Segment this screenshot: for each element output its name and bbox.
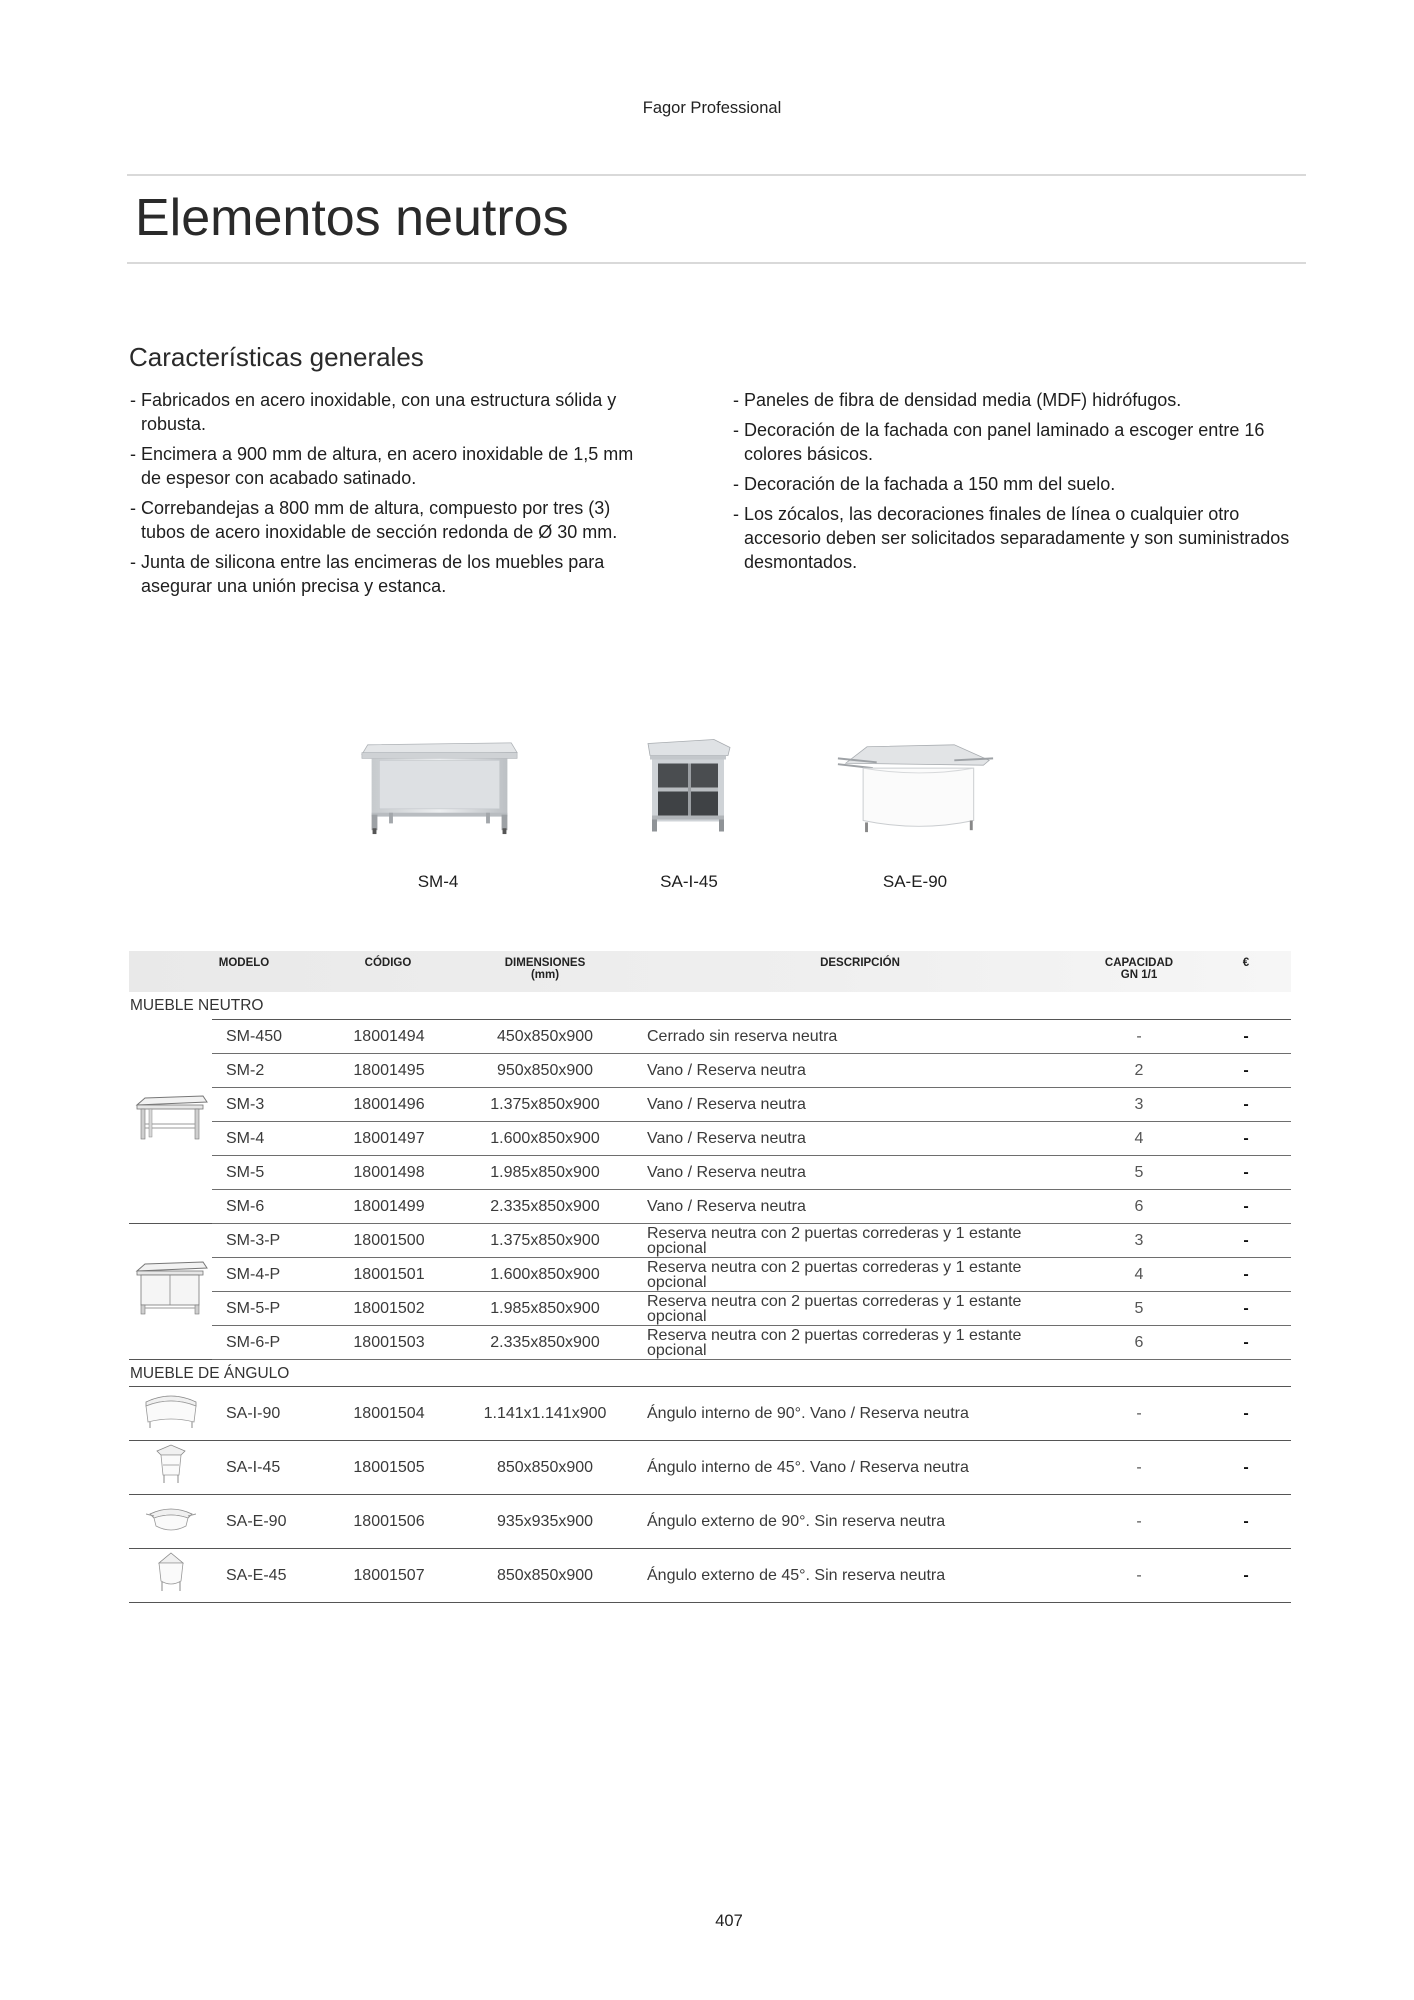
cell-code-text: 18001494	[353, 1028, 425, 1045]
cell-price-text: -	[1243, 1300, 1249, 1317]
cell-price-text: -	[1243, 1266, 1249, 1283]
cell-code-text: 18001501	[353, 1266, 425, 1283]
cell-capacity	[1089, 1054, 1189, 1087]
cell-capacity	[1089, 1387, 1189, 1440]
cell-description	[647, 1549, 1047, 1602]
cell-code	[329, 1088, 449, 1121]
cell-code-text: 18001506	[353, 1513, 425, 1530]
cell-dimensions	[475, 1387, 615, 1440]
row-thumbnail	[129, 1387, 212, 1440]
cell-price-text: -	[1243, 1062, 1249, 1079]
cell-code	[329, 1441, 449, 1494]
cell-model	[212, 1495, 322, 1548]
product-label-sm-4: SM-4	[417, 872, 459, 891]
cell-model-text: SA-E-45	[226, 1567, 287, 1584]
cell-dimensions	[475, 1190, 615, 1223]
table-row	[212, 1054, 1291, 1088]
cell-description-text: Vano / Reserva neutra	[647, 1198, 806, 1215]
cell-code	[329, 1156, 449, 1189]
cell-price	[1221, 1495, 1271, 1548]
features-list-left	[130, 388, 641, 604]
group-label: MUEBLE DE ÁNGULO	[129, 1360, 1291, 1387]
cell-capacity-text: 3	[1134, 1232, 1144, 1249]
cell-price	[1221, 1122, 1271, 1155]
cell-capacity-text: 5	[1134, 1300, 1144, 1317]
cell-code	[329, 1190, 449, 1223]
cell-model	[212, 1224, 322, 1257]
cell-code	[329, 1224, 449, 1257]
cell-model	[212, 1190, 322, 1223]
table-row	[212, 1190, 1291, 1224]
cell-price	[1221, 1088, 1271, 1121]
cell-price	[1221, 1258, 1271, 1291]
cell-model	[212, 1088, 322, 1121]
cell-price-text: -	[1243, 1096, 1249, 1113]
open-neutral-cabinet-photo	[361, 739, 518, 841]
header-dimensions-unit: (mm)	[530, 969, 560, 981]
cell-model-text: SM-5-P	[226, 1300, 281, 1317]
cell-price-text: -	[1243, 1130, 1249, 1147]
cell-dimensions-text: 850x850x900	[496, 1459, 594, 1476]
cell-model-text: SA-E-90	[226, 1513, 287, 1530]
cell-description-text: Reserva neutra con 2 puertas correderas y 1 estante opcional	[647, 1224, 1022, 1257]
feature-item	[130, 388, 641, 436]
table-subgroup	[129, 1019, 1291, 1224]
cell-code	[329, 1054, 449, 1087]
product-label-sa-i-45: SA-I-45	[660, 872, 718, 891]
cell-code-text: 18001500	[353, 1232, 425, 1249]
table-row	[129, 1549, 1291, 1603]
cell-capacity	[1089, 1326, 1189, 1359]
feature-item	[733, 418, 1309, 466]
cell-description	[647, 1441, 1047, 1494]
cell-code	[329, 1292, 449, 1325]
cell-description	[647, 1387, 1047, 1440]
product-table	[129, 951, 1291, 1603]
cell-dimensions-text: 1.985x850x900	[490, 1164, 600, 1181]
cell-description-text: Vano / Reserva neutra	[647, 1130, 806, 1147]
feature-text: Decoración de la fachada con panel laminado a escoger entre 16 colores básicos.	[744, 420, 1265, 464]
cell-price	[1221, 1441, 1271, 1494]
feature-item	[733, 388, 1309, 412]
cell-price-text: -	[1243, 1459, 1249, 1476]
cell-model	[212, 1292, 322, 1325]
cell-dimensions-text: 1.375x850x900	[490, 1232, 600, 1249]
table-row	[129, 1387, 1291, 1441]
page-number: 407	[715, 1912, 743, 1930]
cell-price	[1221, 1054, 1271, 1087]
cell-description-text: Vano / Reserva neutra	[647, 1164, 806, 1181]
table-row	[212, 1326, 1291, 1360]
bullet-marker: -	[130, 390, 136, 410]
cell-capacity	[1089, 1190, 1189, 1223]
cell-price-text: -	[1243, 1232, 1249, 1249]
header-dimensions	[475, 957, 615, 981]
cell-dimensions	[475, 1054, 615, 1087]
cell-capacity	[1089, 1495, 1189, 1548]
cell-price-text: -	[1243, 1405, 1249, 1422]
cell-price	[1221, 1292, 1271, 1325]
cell-price	[1221, 1156, 1271, 1189]
cell-dimensions-text: 1.375x850x900	[490, 1096, 600, 1113]
cell-model	[212, 1156, 322, 1189]
feature-item	[130, 496, 641, 544]
bullet-marker: -	[733, 420, 739, 440]
cell-code-text: 18001497	[353, 1130, 425, 1147]
brand-header: Fagor Professional	[642, 99, 782, 117]
cell-price	[1221, 1190, 1271, 1223]
cell-dimensions-text: 1.985x850x900	[490, 1300, 600, 1317]
external-corner-unit-photo	[835, 739, 996, 841]
external-corner-unit-image	[835, 739, 996, 836]
cell-capacity	[1089, 1258, 1189, 1291]
features-list-right	[733, 388, 1309, 580]
cell-dimensions-text: 935x935x900	[496, 1513, 594, 1530]
cell-price-text: -	[1243, 1164, 1249, 1181]
feature-item	[130, 550, 641, 598]
cell-model	[212, 1387, 322, 1440]
table-header	[129, 951, 1291, 992]
cell-description	[647, 1258, 1047, 1291]
cell-dimensions-text: 1.141x1.141x900	[483, 1405, 607, 1422]
table-body	[129, 992, 1291, 1603]
cell-model	[212, 1549, 322, 1602]
cell-description-text: Reserva neutra con 2 puertas correderas y 1 estante opcional	[647, 1326, 1022, 1359]
cell-dimensions	[475, 1224, 615, 1257]
row-thumbnail	[129, 1549, 212, 1602]
cell-dimensions-text: 2.335x850x900	[490, 1334, 600, 1351]
bullet-marker: -	[130, 552, 136, 572]
cell-price	[1221, 1387, 1271, 1440]
table-row	[212, 1122, 1291, 1156]
cell-model	[212, 1441, 322, 1494]
header-price: €	[1242, 957, 1250, 969]
cell-model-text: SM-6-P	[226, 1334, 281, 1351]
feature-text: Los zócalos, las decoraciones finales de línea o cualquier otro accesorio deben ser solicitados separadamente y son suministrados desmontados.	[744, 504, 1290, 572]
subgroup-rows	[212, 1019, 1291, 1224]
cell-price-text: -	[1243, 1334, 1249, 1351]
cell-description-text: Ángulo interno de 90°. Vano / Reserva neutra	[647, 1405, 969, 1422]
cell-description	[647, 1224, 1047, 1257]
header-capacity	[1089, 957, 1189, 981]
cell-code-text: 18001496	[353, 1096, 425, 1113]
table-subgroup	[129, 1224, 1291, 1360]
subgroup-rows	[212, 1224, 1291, 1360]
header-capacity-unit: GN 1/1	[1120, 969, 1158, 981]
cell-dimensions-text: 450x850x900	[496, 1028, 594, 1045]
cell-code-text: 18001507	[353, 1567, 425, 1584]
cell-dimensions-text: 2.335x850x900	[490, 1198, 600, 1215]
cell-code	[329, 1258, 449, 1291]
page-title: Elementos neutros	[135, 189, 569, 247]
cell-capacity	[1089, 1156, 1189, 1189]
cell-price-text: -	[1243, 1513, 1249, 1530]
cell-model-text: SM-4	[226, 1130, 265, 1147]
cell-code-text: 18001503	[353, 1334, 425, 1351]
cell-capacity	[1089, 1441, 1189, 1494]
cell-code	[329, 1387, 449, 1440]
cell-dimensions-text: 1.600x850x900	[490, 1266, 600, 1283]
cell-code	[329, 1495, 449, 1548]
cell-model	[212, 1122, 322, 1155]
row-thumbnail	[129, 1495, 212, 1548]
cell-dimensions-text: 1.600x850x900	[490, 1130, 600, 1147]
feature-text: Correbandejas a 800 mm de altura, compuesto por tres (3) tubos de acero inoxidable de sección redonda de Ø 30 mm.	[141, 498, 618, 542]
cell-capacity-text: 5	[1134, 1164, 1144, 1181]
cell-dimensions-text: 850x850x900	[496, 1567, 594, 1584]
feature-item	[733, 472, 1309, 496]
cell-dimensions	[475, 1258, 615, 1291]
cell-model-text: SM-2	[226, 1062, 265, 1079]
cell-capacity-text: -	[1136, 1405, 1142, 1422]
table-row	[129, 1441, 1291, 1495]
feature-item	[130, 442, 641, 490]
table-row	[212, 1224, 1291, 1258]
external-corner-90-icon	[146, 1502, 196, 1541]
cell-capacity	[1089, 1549, 1189, 1602]
cell-description-text: Ángulo externo de 45°. Sin reserva neutra	[647, 1567, 946, 1584]
feature-item	[733, 502, 1309, 574]
product-label-sa-e-90: SA-E-90	[882, 872, 948, 891]
cell-price	[1221, 1326, 1271, 1359]
cell-dimensions	[475, 1441, 615, 1494]
cell-description-text: Ángulo externo de 90°. Sin reserva neutra	[647, 1513, 946, 1530]
cell-capacity	[1089, 1224, 1189, 1257]
cell-model	[212, 1020, 322, 1053]
cell-capacity-text: -	[1136, 1028, 1142, 1045]
cell-capacity-text: -	[1136, 1459, 1142, 1476]
cell-code	[329, 1326, 449, 1359]
features-heading: Características generales	[129, 342, 424, 372]
cell-description	[647, 1122, 1047, 1155]
cell-dimensions	[475, 1088, 615, 1121]
cell-capacity-text: 6	[1134, 1198, 1144, 1215]
cell-model	[212, 1258, 322, 1291]
cell-capacity-text: 3	[1134, 1096, 1144, 1113]
cell-code-text: 18001498	[353, 1164, 425, 1181]
feature-text: Fabricados en acero inoxidable, con una estructura sólida y robusta.	[141, 390, 617, 434]
header-capacity-label: CAPACIDAD	[1104, 957, 1174, 969]
cell-code	[329, 1549, 449, 1602]
group-label: MUEBLE NEUTRO	[130, 997, 264, 1014]
internal-corner-unit-image	[644, 735, 734, 836]
cell-price	[1221, 1224, 1271, 1257]
cell-description	[647, 1495, 1047, 1548]
feature-text: Encimera a 900 mm de altura, en acero inoxidable de 1,5 mm de espesor con acabado satinado.	[141, 444, 634, 488]
table-row	[212, 1088, 1291, 1122]
title-top-rule	[127, 174, 1306, 176]
feature-text: Decoración de la fachada a 150 mm del suelo.	[744, 474, 1116, 494]
cell-description	[647, 1054, 1047, 1087]
cell-dimensions-text: 950x850x900	[496, 1062, 594, 1079]
bullet-marker: -	[733, 474, 739, 494]
external-corner-45-icon	[153, 1551, 189, 1600]
subgroup-thumbnail	[129, 1224, 212, 1360]
cell-dimensions	[475, 1020, 615, 1053]
cell-description-text: Cerrado sin reserva neutra	[647, 1028, 838, 1045]
cell-code	[329, 1122, 449, 1155]
cell-description	[647, 1088, 1047, 1121]
cell-capacity	[1089, 1020, 1189, 1053]
cell-description	[647, 1156, 1047, 1189]
cell-code-text: 18001502	[353, 1300, 425, 1317]
cell-model-text: SA-I-45	[226, 1459, 281, 1476]
cell-model-text: SM-5	[226, 1164, 265, 1181]
cell-code-text: 18001499	[353, 1198, 425, 1215]
header-model: MODELO	[218, 957, 270, 969]
header-code: CÓDIGO	[364, 957, 412, 969]
cell-price	[1221, 1549, 1271, 1602]
cell-dimensions	[475, 1326, 615, 1359]
bullet-marker: -	[130, 498, 136, 518]
cell-model-text: SM-3-P	[226, 1232, 281, 1249]
subgroup-thumbnail	[129, 1019, 212, 1224]
cell-dimensions	[475, 1549, 615, 1602]
cell-code-text: 18001505	[353, 1459, 425, 1476]
cell-price-text: -	[1243, 1028, 1249, 1045]
cell-dimensions	[475, 1495, 615, 1548]
cell-description-text: Reserva neutra con 2 puertas correderas y 1 estante opcional	[647, 1258, 1022, 1291]
cell-model	[212, 1326, 322, 1359]
table-row	[212, 1156, 1291, 1190]
open-neutral-unit-icon	[133, 1094, 209, 1149]
bullet-marker: -	[733, 390, 739, 410]
table-row	[212, 1258, 1291, 1292]
cell-description	[647, 1326, 1047, 1359]
cell-description	[647, 1190, 1047, 1223]
cell-model-text: SM-450	[226, 1028, 283, 1045]
cell-description	[647, 1292, 1047, 1325]
cell-capacity-text: 4	[1134, 1266, 1144, 1283]
open-neutral-cabinet-image	[361, 739, 518, 836]
cell-model-text: SA-I-90	[226, 1405, 281, 1422]
header-dimensions-label: DIMENSIONES	[504, 957, 586, 969]
internal-corner-45-icon	[151, 1443, 191, 1492]
cell-capacity-text: 4	[1134, 1130, 1144, 1147]
feature-text: Junta de silicona entre las encimeras de los muebles para asegurar una unión precisa y estanca.	[141, 552, 605, 596]
cell-code	[329, 1020, 449, 1053]
cell-description-text: Vano / Reserva neutra	[647, 1096, 806, 1113]
cell-code-text: 18001504	[353, 1405, 425, 1422]
header-description: DESCRIPCIÓN	[820, 957, 900, 969]
cell-capacity	[1089, 1122, 1189, 1155]
internal-corner-90-icon	[142, 1392, 200, 1435]
cell-model-text: SM-3	[226, 1096, 265, 1113]
table-row	[212, 1292, 1291, 1326]
bullet-marker: -	[130, 444, 136, 464]
cell-price	[1221, 1020, 1271, 1053]
cell-capacity	[1089, 1088, 1189, 1121]
cell-model-text: SM-6	[226, 1198, 265, 1215]
cell-price-text: -	[1243, 1198, 1249, 1215]
cell-dimensions	[475, 1156, 615, 1189]
cell-price-text: -	[1243, 1567, 1249, 1584]
table-row	[212, 1020, 1291, 1054]
bullet-marker: -	[733, 504, 739, 524]
table-row	[129, 1495, 1291, 1549]
internal-corner-unit-photo	[644, 735, 734, 841]
cell-capacity-text: -	[1136, 1567, 1142, 1584]
cell-model	[212, 1054, 322, 1087]
cell-model-text: SM-4-P	[226, 1266, 281, 1283]
cell-capacity-text: 6	[1134, 1334, 1144, 1351]
cell-capacity	[1089, 1292, 1189, 1325]
title-bottom-rule	[127, 262, 1306, 264]
cell-description	[647, 1020, 1047, 1053]
cell-description-text: Vano / Reserva neutra	[647, 1062, 806, 1079]
cell-capacity-text: 2	[1134, 1062, 1144, 1079]
cell-dimensions	[475, 1122, 615, 1155]
cell-code-text: 18001495	[353, 1062, 425, 1079]
cell-description-text: Ángulo interno de 45°. Vano / Reserva neutra	[647, 1459, 969, 1476]
cell-capacity-text: -	[1136, 1513, 1142, 1530]
cell-dimensions	[475, 1292, 615, 1325]
row-thumbnail	[129, 1441, 212, 1494]
sliding-door-unit-icon	[133, 1260, 209, 1323]
feature-text: Paneles de fibra de densidad media (MDF) hidrófugos.	[744, 390, 1182, 410]
cell-description-text: Reserva neutra con 2 puertas correderas y 1 estante opcional	[647, 1292, 1022, 1325]
